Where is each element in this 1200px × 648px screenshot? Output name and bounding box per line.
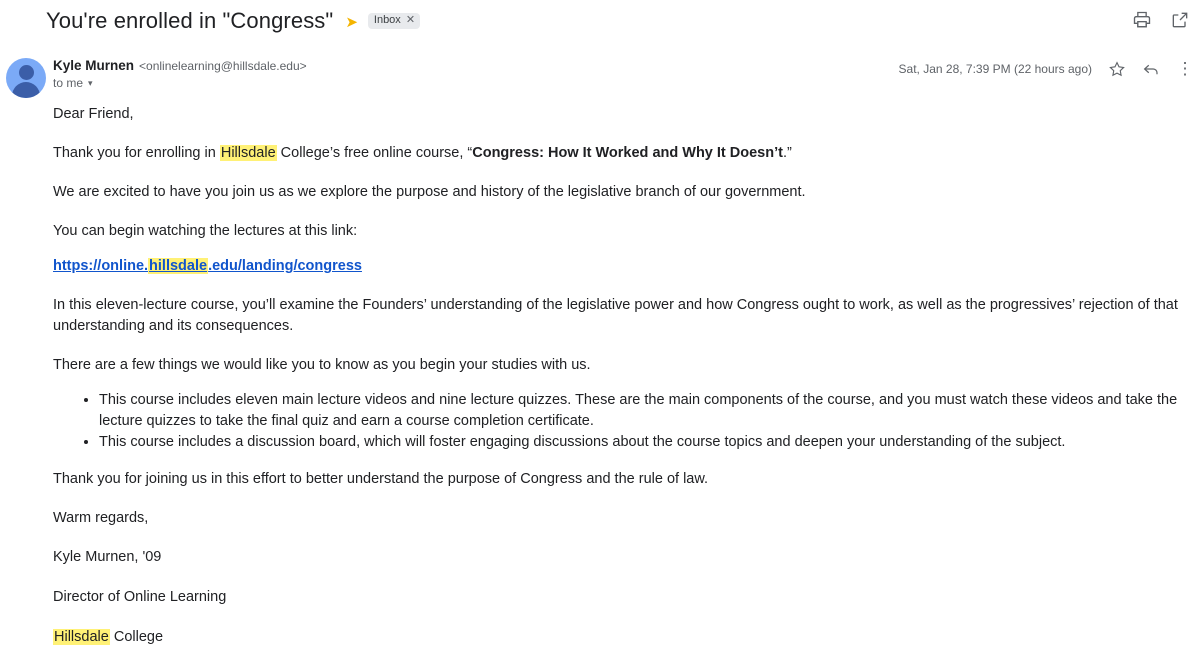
para1-pre: Thank you for enrolling in: [53, 145, 220, 162]
email-header: [0, 0, 1200, 50]
chevron-down-icon[interactable]: ▾: [88, 77, 93, 88]
reply-icon[interactable]: [1142, 60, 1160, 78]
course-link[interactable]: [53, 258, 362, 274]
enrollment-paragraph: [53, 143, 1180, 164]
recipient-line[interactable]: [53, 76, 1190, 90]
closing-paragraph: Warm regards,: [53, 510, 149, 527]
highlight-hillsdale: Hillsdale: [220, 145, 276, 162]
more-options-icon[interactable]: ⋮: [1176, 59, 1194, 78]
close-icon[interactable]: ✕: [405, 14, 416, 26]
signature-block: [53, 547, 1180, 648]
excited-paragraph: We are excited to have you join us as we explore the purpose and history of the legislative branch of our government.: [53, 184, 806, 201]
print-icon[interactable]: [1132, 10, 1152, 30]
star-icon[interactable]: [1108, 60, 1126, 78]
subject-row: [0, 8, 1200, 34]
important-marker-icon[interactable]: ➤: [345, 13, 358, 31]
signature-name: Kyle Murnen, '09: [53, 549, 162, 566]
label-chip-text: Inbox: [373, 14, 401, 26]
list-item: • This course includes a discussion board, which will foster engaging discussions about the course topics and deepen your understanding of the subject.: [99, 432, 1180, 453]
link-pre: https://online.: [53, 258, 149, 275]
things-to-know-paragraph: There are a few things we would like you to know as you begin your studies with us.: [53, 357, 591, 374]
email-body: [0, 90, 1200, 648]
signature-title: Director of Online Learning: [53, 588, 227, 605]
label-chip-inbox[interactable]: [368, 13, 420, 29]
course-description-paragraph: In this eleven-lecture course, you’ll examine the Founders’ understanding of the legislative power and how Congress ought to work, as well as the progressives’ rejection of that understanding and its consequences.: [53, 297, 1178, 335]
link-post: .edu/landing/congress: [208, 258, 362, 275]
course-details-list: [53, 390, 1180, 453]
list-item: • This course includes eleven main lecture videos and nine lecture quizzes. These are the main components of the course, and you must watch these videos and take the lecture quizzes to take the final quiz and earn a course completion certificate.: [99, 390, 1180, 432]
open-in-new-window-icon[interactable]: [1170, 10, 1190, 30]
message-actions: [899, 60, 1194, 78]
greeting-paragraph: [53, 104, 1180, 125]
sender-name[interactable]: Kyle Murnen: [53, 58, 135, 73]
message-timestamp: Sat, Jan 28, 7:39 PM (22 hours ago): [898, 62, 1092, 76]
header-actions: [1132, 10, 1190, 30]
page-title: You're enrolled in "Congress": [46, 8, 334, 33]
lectures-link-intro: You can begin watching the lectures at this link:: [53, 223, 358, 240]
highlight-hillsdale-signature: Hillsdale: [54, 628, 109, 645]
thank-you-paragraph: Thank you for joining us in this effort to better understand the purpose of Congress and the rule of law.: [53, 471, 709, 488]
para1-mid: College’s free online course, “: [276, 145, 473, 162]
message-meta: [0, 58, 1200, 90]
message-container: [0, 50, 1200, 90]
recipient-label: to me: [53, 76, 84, 90]
para1-end: .”: [782, 145, 792, 162]
signature-org-rest: College: [109, 628, 164, 645]
course-title: Congress: How It Worked and Why It Doesn’t: [472, 145, 783, 162]
course-link-paragraph: [53, 256, 1180, 277]
greeting-text: Dear Friend,: [53, 106, 134, 122]
sender-email[interactable]: <onlinelearning@hillsdale.edu>: [139, 59, 307, 73]
signature-organization: [53, 627, 1180, 648]
highlight-hillsdale-link: hillsdale: [149, 258, 208, 275]
